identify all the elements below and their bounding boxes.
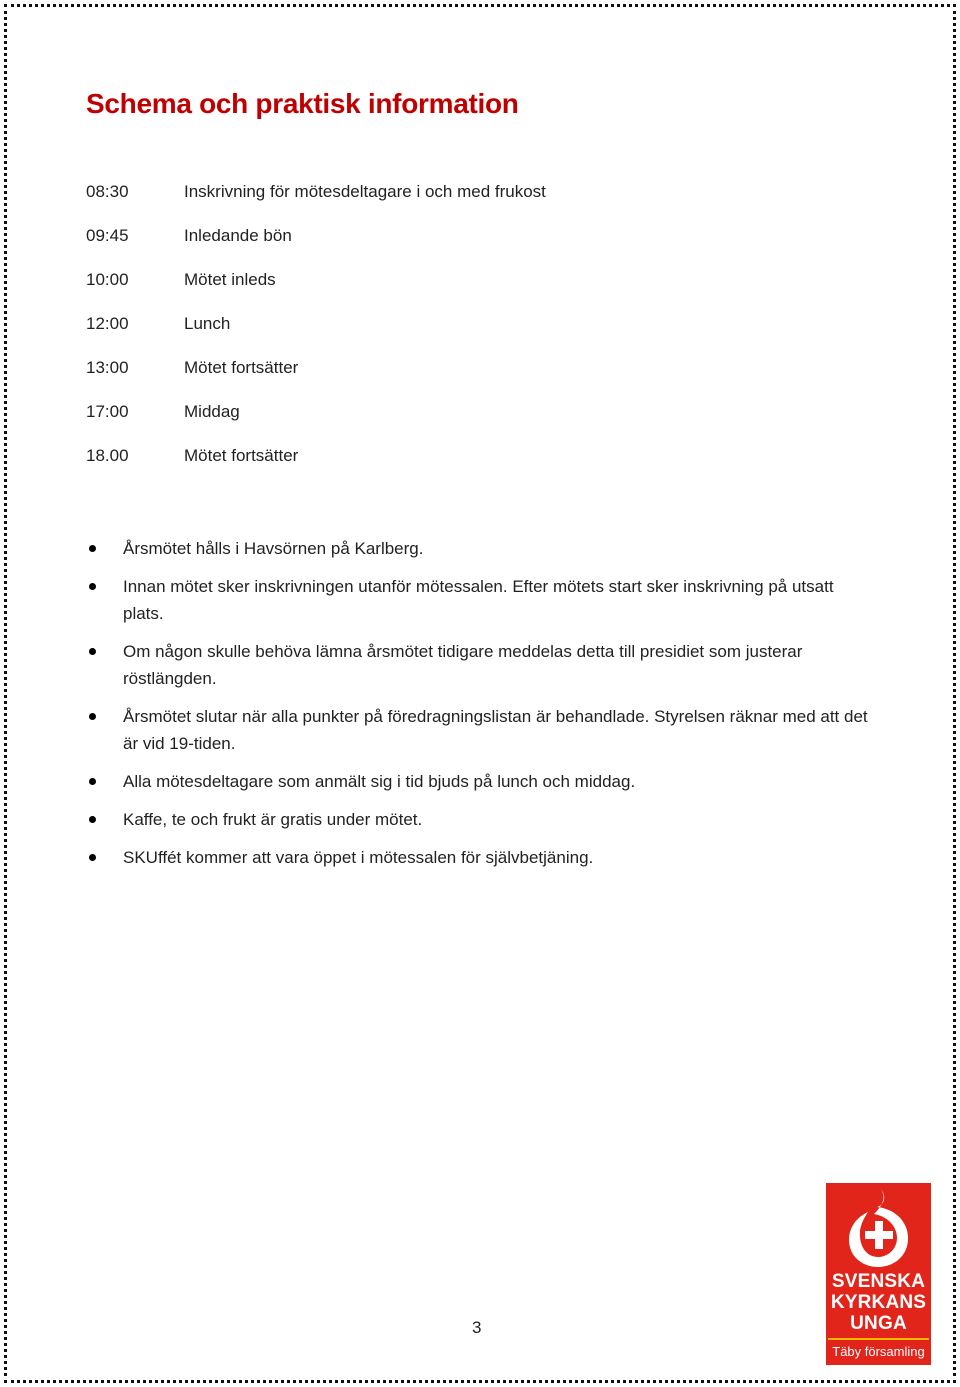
svenska-kyrkans-unga-logo (826, 1183, 931, 1365)
info-text: Årsmötet hålls i Havsörnen på Karlberg. (123, 539, 424, 558)
bullet-icon (89, 583, 96, 590)
schedule-row (86, 446, 866, 490)
logo-line: KYRKANS (830, 1292, 927, 1313)
info-list-item (86, 535, 876, 562)
info-list-item (86, 768, 876, 795)
info-text: Innan mötet sker inskrivningen utanför mötessalen. Efter mötets start sker inskrivning på utsatt plats. (123, 577, 834, 623)
info-text: Alla mötesdeltagare som anmält sig i tid bjuds på lunch och middag. (123, 772, 636, 791)
schedule-time: 13:00 (86, 358, 129, 377)
schedule-table (86, 182, 866, 490)
info-list-item (86, 844, 876, 871)
info-list-item (86, 638, 876, 692)
schedule-time: 10:00 (86, 270, 129, 289)
logo-subline: Täby församling (828, 1338, 929, 1365)
schedule-time: 09:45 (86, 226, 129, 245)
info-list-item (86, 806, 876, 833)
bullet-icon (89, 545, 96, 552)
schedule-activity: Mötet inleds (184, 270, 276, 289)
schedule-time: 12:00 (86, 314, 129, 333)
schedule-activity: Lunch (184, 314, 231, 333)
schedule-row (86, 314, 866, 358)
logo-line: SVENSKA (831, 1271, 926, 1292)
info-text: SKUffét kommer att vara öppet i mötessalen för självbetjäning. (123, 848, 594, 867)
logo-wordmark (826, 1271, 931, 1334)
schedule-activity: Mötet fortsätter (184, 358, 299, 377)
cross-in-flame-icon (841, 1187, 916, 1269)
schedule-activity: Mötet fortsätter (184, 446, 299, 465)
schedule-activity: Middag (184, 402, 240, 421)
schedule-row (86, 402, 866, 446)
page-title: Schema och praktisk information (86, 88, 519, 119)
info-list-item (86, 573, 876, 627)
bullet-icon (89, 816, 96, 823)
info-text: Kaffe, te och frukt är gratis under mötet. (123, 810, 423, 829)
schedule-activity: Inskrivning för mötesdeltagare i och med frukost (184, 182, 546, 201)
schedule-time: 08:30 (86, 182, 129, 201)
schedule-row (86, 270, 866, 314)
info-text: Om någon skulle behöva lämna årsmötet tidigare meddelas detta till presidiet som justerar röstlängden. (123, 642, 803, 688)
schedule-activity: Inledande bön (184, 226, 292, 245)
schedule-row (86, 358, 866, 402)
bullet-icon (89, 854, 96, 861)
schedule-time: 18.00 (86, 446, 129, 465)
info-list (86, 535, 876, 882)
schedule-row (86, 182, 866, 226)
info-list-item (86, 703, 876, 757)
logo-line: UNGA (850, 1313, 907, 1334)
bullet-icon (89, 778, 96, 785)
page-number: 3 (472, 1318, 482, 1337)
schedule-time: 17:00 (86, 402, 129, 421)
schedule-row (86, 226, 866, 270)
info-text: Årsmötet slutar när alla punkter på föredragningslistan är behandlade. Styrelsen räknar med att det är vid 19-tiden. (123, 707, 868, 753)
bullet-icon (89, 648, 96, 655)
bullet-icon (89, 713, 96, 720)
